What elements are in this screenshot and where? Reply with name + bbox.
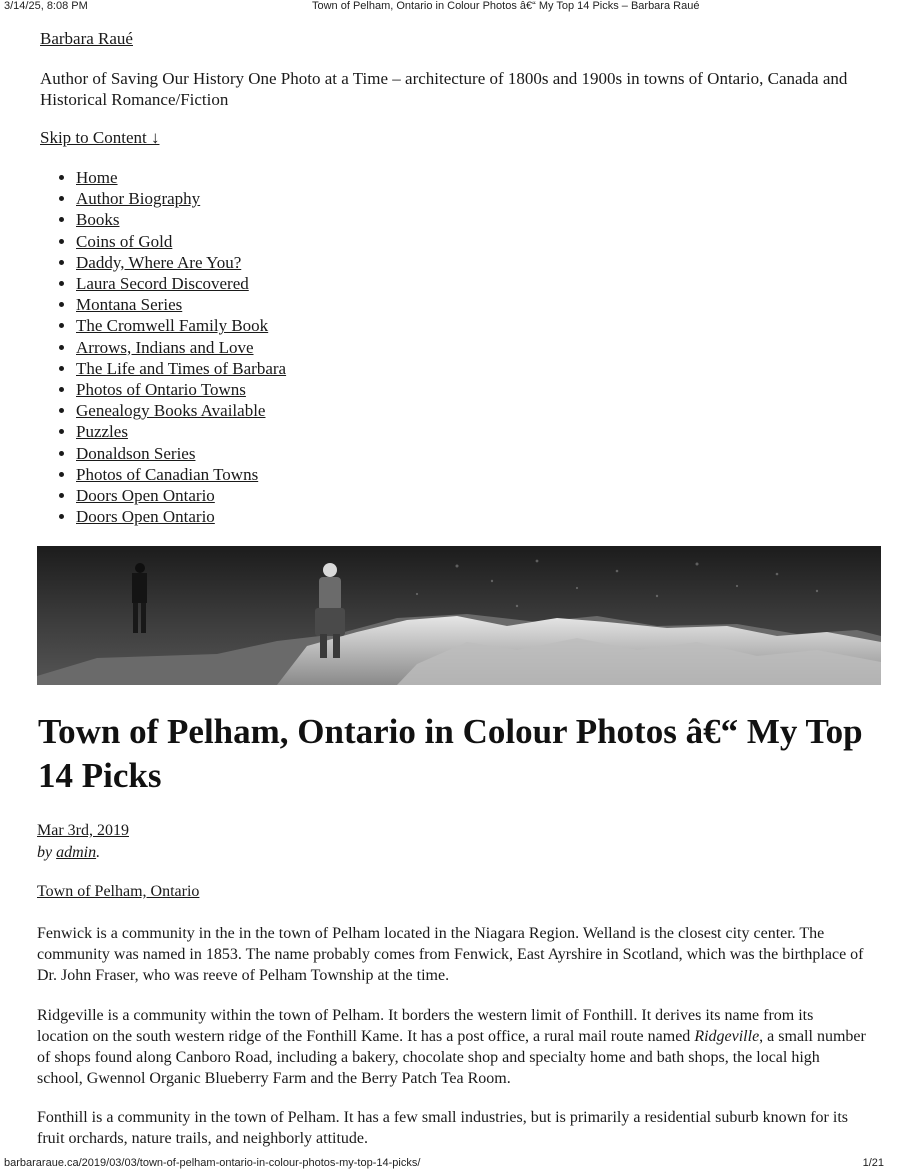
nav-link-home[interactable]: Home (76, 168, 118, 187)
nav-item (76, 358, 286, 379)
nav-item (76, 443, 286, 464)
nav-item (76, 337, 286, 358)
site-tagline: Author of Saving Our History One Photo at a Time – architecture of 1800s and 1900s in towns of Ontario, Canada and Historical Romance/Fiction (40, 69, 848, 109)
print-page-title: Town of Pelham, Ontario in Colour Photos â€“ My Top 14 Picks – Barbara Raué (312, 0, 700, 12)
skip-to-content-link[interactable]: Skip to Content ↓ (40, 128, 160, 147)
nav-link-photos-of-ontario-towns[interactable]: Photos of Ontario Towns (76, 380, 246, 400)
nav-link-doors-open-ontario[interactable]: Doors Open Ontario (76, 486, 215, 506)
nav-item (76, 209, 286, 230)
nav-item (76, 485, 286, 506)
post-paragraph-ridgeville (37, 1005, 867, 1089)
nav-link-books[interactable]: Books (76, 210, 120, 230)
byline-suffix: . (96, 844, 101, 861)
nav-link-donaldson-series[interactable]: Donaldson Series (76, 443, 196, 463)
nav-item (76, 167, 286, 188)
nav-link-montana-series[interactable]: Montana Series (76, 295, 183, 315)
nav-link-cromwell-family-book[interactable]: The Cromwell Family Book (76, 316, 269, 336)
nav-item (76, 421, 286, 442)
print-page-number: 1/21 (862, 1157, 884, 1169)
nav-link-life-and-times-of-barbara[interactable]: The Life and Times of Barbara (76, 358, 287, 378)
print-url: barbararaue.ca/2019/03/03/town-of-pelham-ontario-in-colour-photos-my-top-14-picks/ (4, 1157, 421, 1169)
post-date-link[interactable]: Mar 3rd, 2019 (37, 822, 129, 839)
main-navigation (40, 167, 286, 527)
nav-link-doors-open-ontario-2[interactable]: Doors Open Ontario (76, 507, 215, 527)
nav-link-daddy-where-are-you[interactable]: Daddy, Where Are You? (76, 252, 242, 272)
post-title: Town of Pelham, Ontario in Colour Photos â€“ My Top 14 Picks (38, 712, 863, 795)
nav-link-author-biography[interactable]: Author Biography (76, 189, 201, 209)
nav-link-photos-of-canadian-towns[interactable]: Photos of Canadian Towns (76, 464, 259, 484)
nav-item (76, 464, 286, 485)
post-paragraph-fenwick: Fenwick is a community in the in the town of Pelham located in the Niagara Region. Welland is the closest city center. The community was named in 1853. The name probably comes from Fenwick, East Ayrshire in Scotland, which was the birthplace of Dr. John Fraser, who was reeve of Pelham Township at the time. (37, 925, 864, 984)
site-title-link[interactable]: Barbara Raué (40, 29, 133, 48)
nav-item (76, 379, 286, 400)
nav-item (76, 315, 286, 336)
paragraph-italic-text: Ridgeville (694, 1028, 760, 1045)
paragraph-text: Ridgeville is a community within the town of Pelham. It borders the western limit of Fonthill. It derives its name from its location on the south western ridge of the Fonthill Kame. It has a post office, a rural mail route named (37, 1007, 814, 1045)
nav-item (76, 188, 286, 209)
nav-link-genealogy-books-available[interactable]: Genealogy Books Available (76, 401, 266, 421)
post-author-link[interactable]: admin (56, 844, 97, 861)
post-byline (37, 844, 100, 862)
nav-link-laura-secord-discovered[interactable]: Laura Secord Discovered (76, 274, 249, 294)
post-paragraph-fonthill: Fonthill is a community in the town of Pelham. It has a few small industries, but is primarily a residential suburb known for its fruit orchards, nature trails, and neighborly attitude. (37, 1109, 848, 1147)
byline-prefix: by (37, 844, 57, 861)
nav-item (76, 231, 286, 252)
print-header (0, 0, 910, 16)
print-footer (0, 1157, 910, 1171)
post-category-link[interactable]: Town of Pelham, Ontario (37, 883, 200, 900)
nav-item (76, 400, 286, 421)
header-banner-photo (37, 546, 881, 685)
print-datetime: 3/14/25, 8:08 PM (4, 0, 88, 12)
nav-item (76, 252, 286, 273)
nav-link-coins-of-gold[interactable]: Coins of Gold (76, 231, 173, 251)
nav-link-arrows-indians-and-love[interactable]: Arrows, Indians and Love (76, 337, 254, 357)
banner-photo-illustration (37, 546, 881, 685)
paragraph-text: , a small number of shops found along Canboro Road, including a bakery, chocolate shop and specialty home and bath shops, the local high school, Gwennol Organic Blueberry Farm and the Berry Patch Tea Room. (37, 1028, 866, 1087)
nav-item (76, 273, 286, 294)
nav-item (76, 294, 286, 315)
nav-item (76, 506, 286, 527)
nav-link-puzzles[interactable]: Puzzles (76, 422, 128, 442)
